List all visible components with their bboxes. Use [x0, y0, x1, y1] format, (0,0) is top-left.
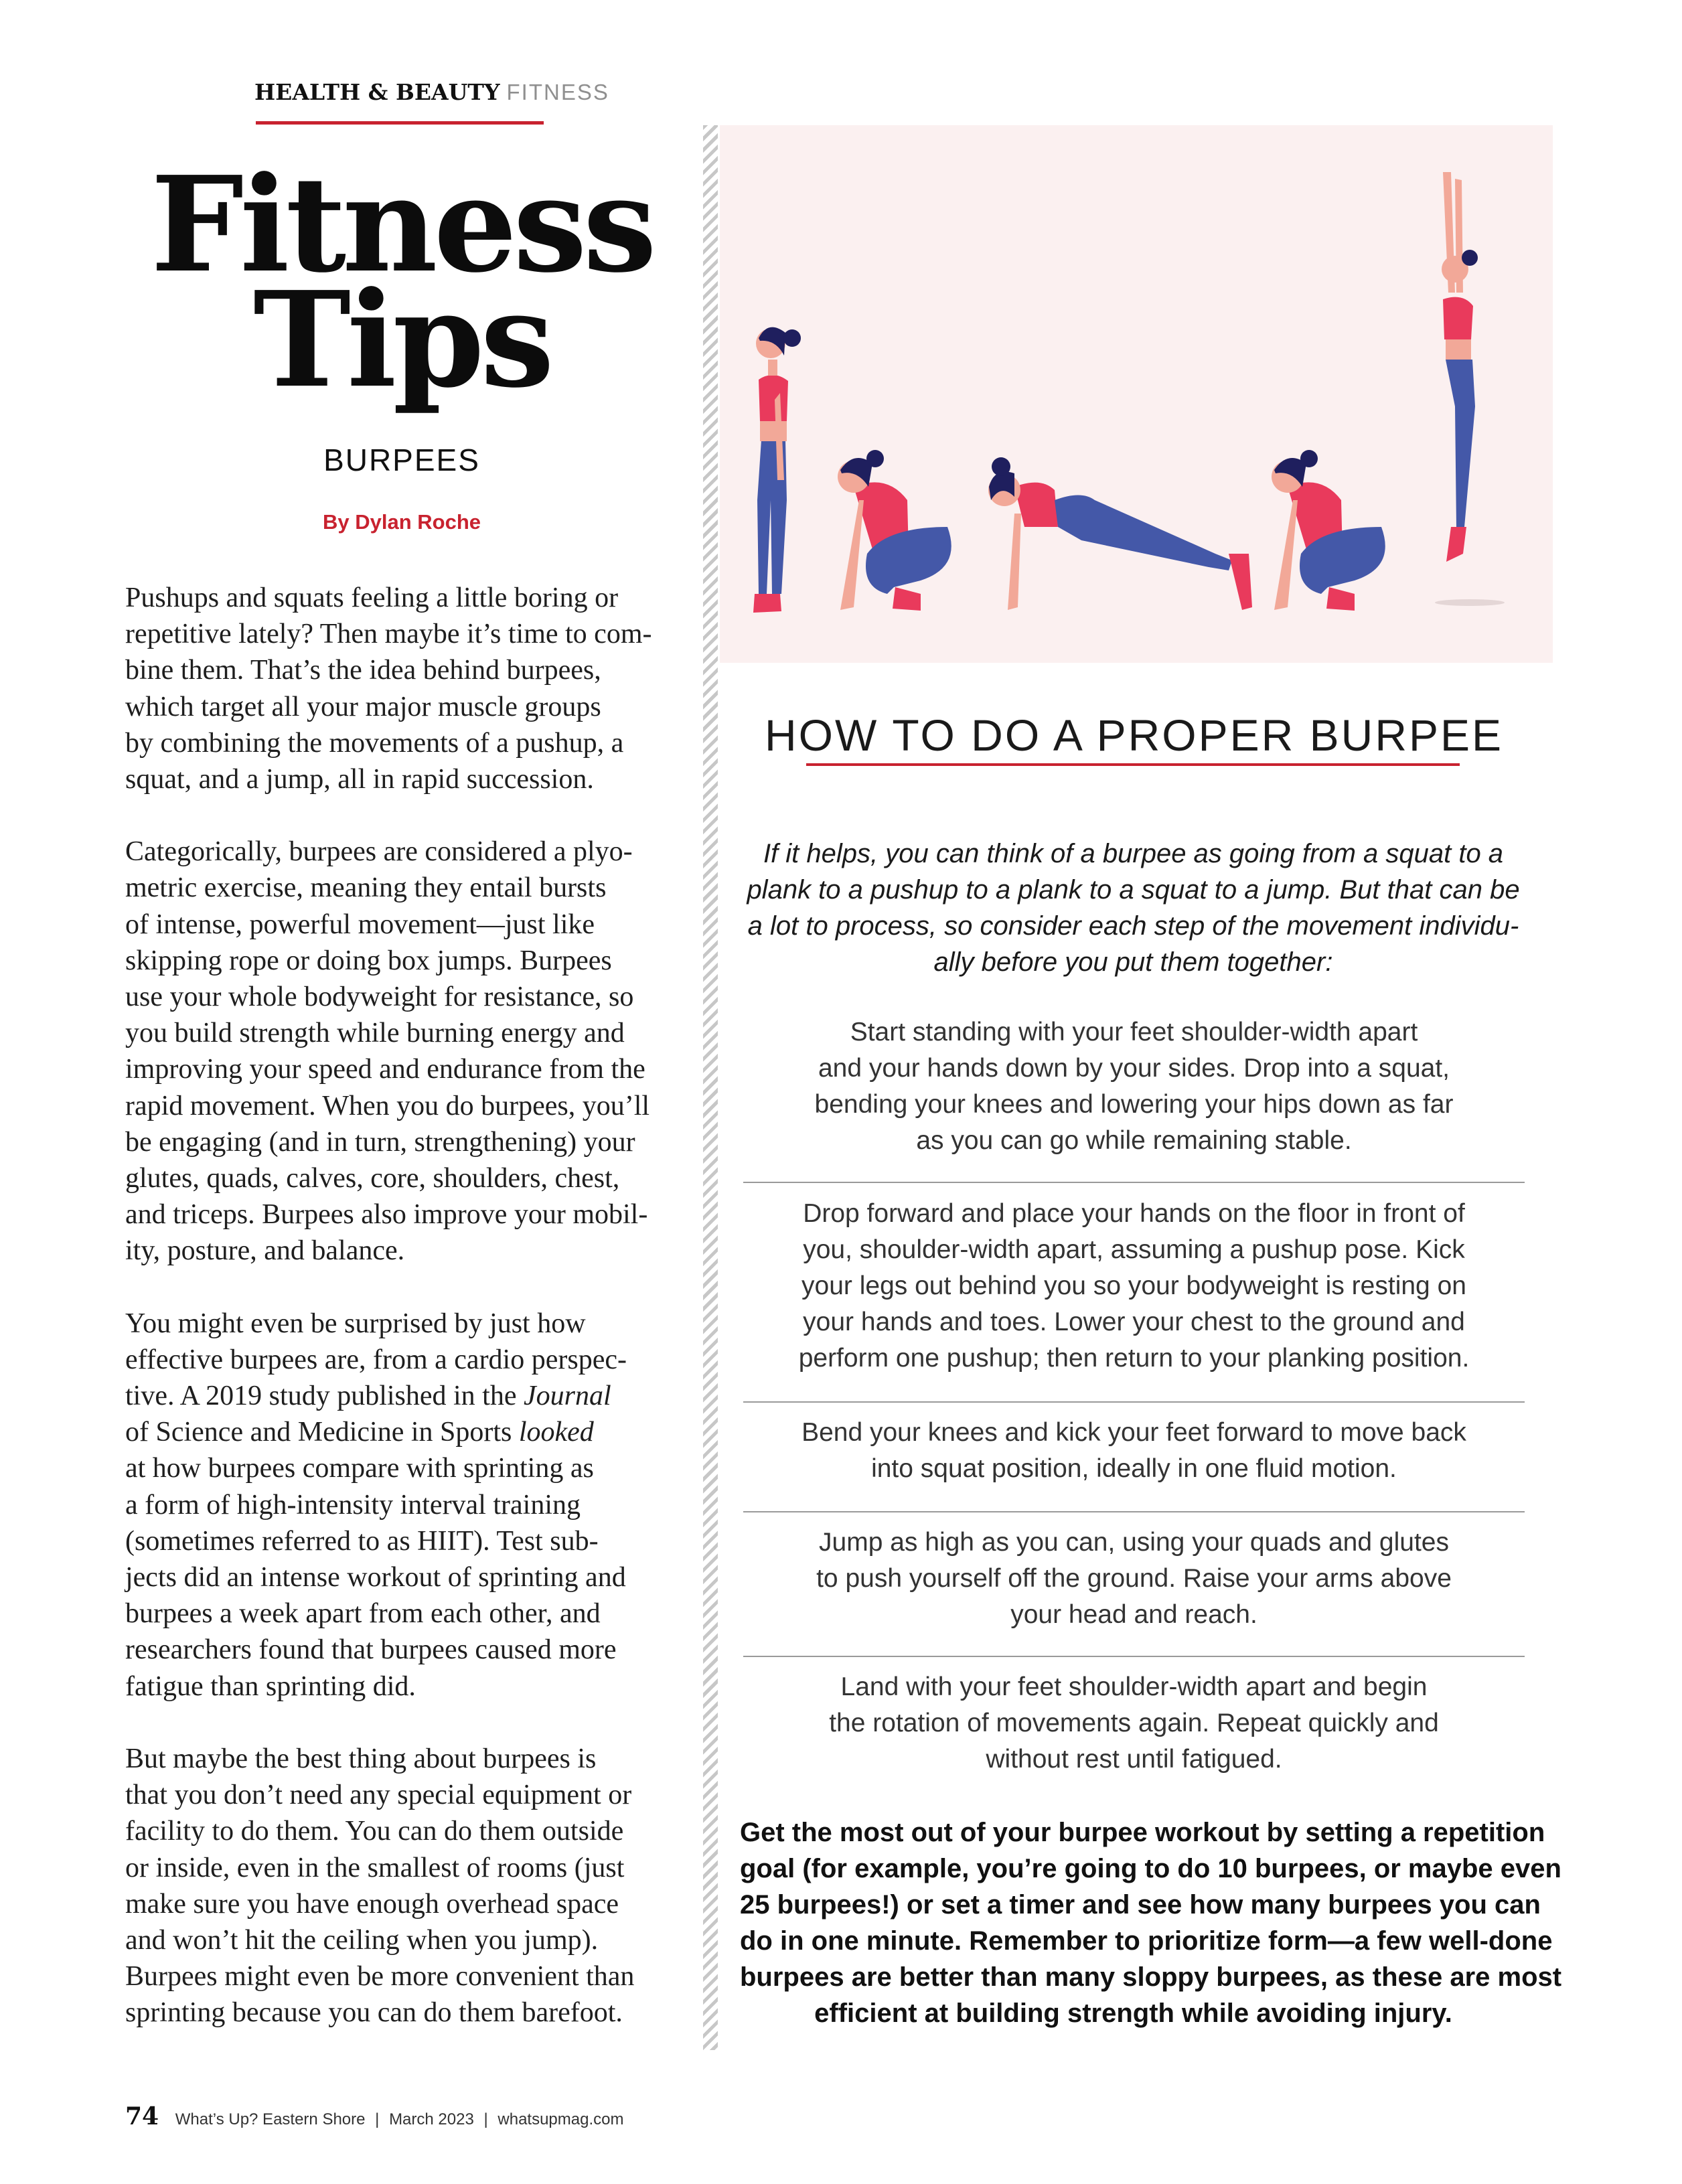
section-kicker: [254, 79, 609, 106]
body-line: squat, and a jump, all in rapid succession.: [125, 764, 594, 795]
step-line: into squat position, ideally in one fluid motion.: [871, 1454, 1397, 1483]
step-line: the rotation of movements again. Repeat quickly and: [829, 1709, 1439, 1737]
step-line: Jump as high as you can, using your quads and glutes: [819, 1528, 1449, 1557]
kicker-underline: [256, 121, 544, 125]
title-line-2: Tips: [253, 263, 550, 417]
step-line: Start standing with your feet shoulder-width apart: [850, 1018, 1418, 1046]
step-line: your head and reach.: [1010, 1600, 1257, 1629]
body-line: rapid movement. When you do burpees, you’ll: [125, 1090, 650, 1121]
text-segment: of Science and Medicine in Sports: [125, 1417, 512, 1448]
subsection-label: FITNESS: [506, 80, 609, 104]
footer-separator: |: [483, 2110, 488, 2128]
body-line: Pushups and squats feeling a little boring or: [125, 582, 619, 613]
sidebar-heading-underline: [806, 763, 1460, 766]
body-line: jects did an intense workout of sprinting and: [125, 1562, 626, 1593]
body-line: and won’t hit the ceiling when you jump).: [125, 1924, 599, 1956]
text-segment: tive. A 2019 study published in the: [125, 1381, 524, 1412]
closing-line: Get the most out of your burpee workout by setting a repetition: [740, 1818, 1545, 1847]
figure-jump: [1435, 172, 1505, 606]
body-paragraph: [125, 1306, 688, 1705]
burpee-sequence-image: [720, 125, 1553, 663]
body-line: bine them. That’s the idea behind burpees,: [125, 655, 601, 686]
closing-line: goal (for example, you’re going to do 10 burpees, or maybe even: [740, 1854, 1561, 1883]
body-line: effective burpees are, from a cardio perspec-: [125, 1344, 627, 1375]
step-divider: [743, 1182, 1525, 1183]
italic-title: Journal: [524, 1381, 611, 1412]
step-line: and your hands down by your sides. Drop into a squat,: [818, 1054, 1450, 1083]
body-line: facility to do them. You can do them outside: [125, 1816, 624, 1847]
sidebar-heading: HOW TO DO A PROPER BURPEE: [764, 710, 1504, 760]
publication-name: What’s Up? Eastern Shore: [175, 2110, 366, 2128]
body-line: you build strength while burning energy and: [125, 1018, 625, 1049]
step-line: your hands and toes. Lower your chest to the ground and: [803, 1308, 1465, 1336]
step-item: [743, 1525, 1525, 1633]
body-line: use your whole bodyweight for resistance, so: [125, 982, 634, 1013]
closing-line: burpees are better than many sloppy burpees, as these are most: [740, 1962, 1562, 1992]
step-divider: [743, 1511, 1525, 1512]
body-line: which target all your major muscle groups: [125, 691, 601, 722]
page-number: 74: [125, 2102, 159, 2130]
body-paragraph: [125, 580, 688, 797]
step-line: Land with your feet shoulder-width apart and begin: [840, 1672, 1428, 1701]
page-title: [134, 148, 670, 417]
body-line: burpees a week apart from each other, and: [125, 1598, 601, 1630]
intro-line: a lot to process, so consider each step of the movement individu-: [747, 911, 1519, 941]
body-line: and triceps. Burpees also improve your mobil-: [125, 1199, 648, 1231]
step-line: Bend your knees and kick your feet forward to move back: [801, 1418, 1466, 1447]
body-line: metric exercise, meaning they entail bursts: [125, 872, 607, 904]
sidebar-closing: [740, 1814, 1562, 2031]
body-line: or inside, even in the smallest of rooms (just: [125, 1852, 625, 1883]
closing-line: 25 burpees!) or set a timer and see how many burpees you can: [740, 1890, 1541, 1920]
step-line: Drop forward and place your hands on the floor in front of: [803, 1199, 1465, 1228]
body-line: sprinting because you can do them barefoot.: [125, 1997, 623, 2029]
body-line: by combining the movements of a pushup, a: [125, 727, 624, 759]
figure-standing: [753, 327, 801, 613]
body-line: make sure you have enough overhead space: [125, 1888, 619, 1920]
body-line: be engaging (and in turn, strengthening) your: [125, 1126, 635, 1158]
body-line: fatigue than sprinting did.: [125, 1670, 416, 1702]
body-line: skipping rope or doing box jumps. Burpees: [125, 945, 612, 976]
issue-date: March 2023: [389, 2110, 474, 2128]
body-line: repetitive lately? Then maybe it’s time to com-: [125, 619, 652, 650]
body-line: glutes, quads, calves, core, shoulders, chest,: [125, 1163, 620, 1194]
step-item: [743, 1196, 1525, 1377]
step-item: [743, 1415, 1525, 1487]
sidebar-intro: [740, 836, 1527, 980]
step-line: without rest until fatigued.: [986, 1745, 1282, 1774]
intro-line: If it helps, you can think of a burpee as going from a squat to a: [763, 839, 1504, 868]
step-line: as you can go while remaining stable.: [916, 1126, 1352, 1155]
page-footer: [125, 2102, 623, 2130]
step-divider: [743, 1656, 1525, 1657]
burpee-illustration: [720, 125, 1553, 663]
body-line: improving your speed and endurance from the: [125, 1054, 645, 1085]
italic-title: looked: [512, 1417, 594, 1448]
section-label: HEALTH & BEAUTY: [254, 79, 500, 105]
subtitle: BURPEES: [323, 443, 480, 477]
intro-line: plank to a pushup to a plank to a squat to a jump. But that can be: [747, 875, 1520, 905]
hatched-column-divider: [703, 125, 718, 2050]
article-body: [125, 580, 688, 2068]
body-line: a form of high-intensity interval training: [125, 1489, 581, 1520]
body-line: at how burpees compare with sprinting as: [125, 1453, 594, 1484]
closing-line: do in one minute. Remember to prioritize form—a few well-done: [740, 1926, 1553, 1956]
intro-line: ally before you put them together:: [933, 947, 1333, 977]
figure-squat: [838, 450, 951, 611]
closing-line: efficient at building strength while avoiding injury.: [814, 1999, 1452, 2028]
figure-squat-return: [1272, 450, 1385, 611]
body-line: But maybe the best thing about burpees is: [125, 1743, 597, 1774]
body-line: researchers found that burpees caused more: [125, 1634, 617, 1666]
step-divider: [743, 1401, 1525, 1403]
body-line: that you don’t need any special equipment or: [125, 1780, 632, 1811]
body-line: Burpees might even be more convenient than: [125, 1961, 635, 1993]
body-line: You might even be surprised by just how: [125, 1308, 586, 1339]
body-paragraph: [125, 834, 688, 1269]
figure-plank: [988, 457, 1252, 610]
website: whatsupmag.com: [498, 2110, 624, 2128]
title-line-1: Fitness: [150, 148, 654, 302]
step-line: to push yourself off the ground. Raise your arms above: [816, 1564, 1452, 1593]
step-line: bending your knees and lowering your hips down as far: [814, 1090, 1454, 1119]
body-line: (sometimes referred to as HIIT). Test sub-: [125, 1525, 599, 1557]
body-line: [125, 1414, 688, 1450]
footer-separator: |: [375, 2110, 380, 2128]
step-line: perform one pushup; then return to your planking position.: [798, 1344, 1470, 1373]
byline: By Dylan Roche: [322, 510, 481, 534]
step-item: [743, 1014, 1525, 1159]
body-line: Categorically, burpees are considered a plyo-: [125, 836, 633, 868]
body-paragraph: [125, 1741, 688, 2031]
step-line: your legs out behind you so your bodyweight is resting on: [801, 1271, 1466, 1300]
body-line: [125, 1378, 688, 1414]
body-line: of intense, powerful movement—just like: [125, 909, 595, 940]
body-line: ity, posture, and balance.: [125, 1235, 405, 1267]
step-item: [743, 1669, 1525, 1778]
step-line: you, shoulder-width apart, assuming a pushup pose. Kick: [803, 1235, 1465, 1264]
